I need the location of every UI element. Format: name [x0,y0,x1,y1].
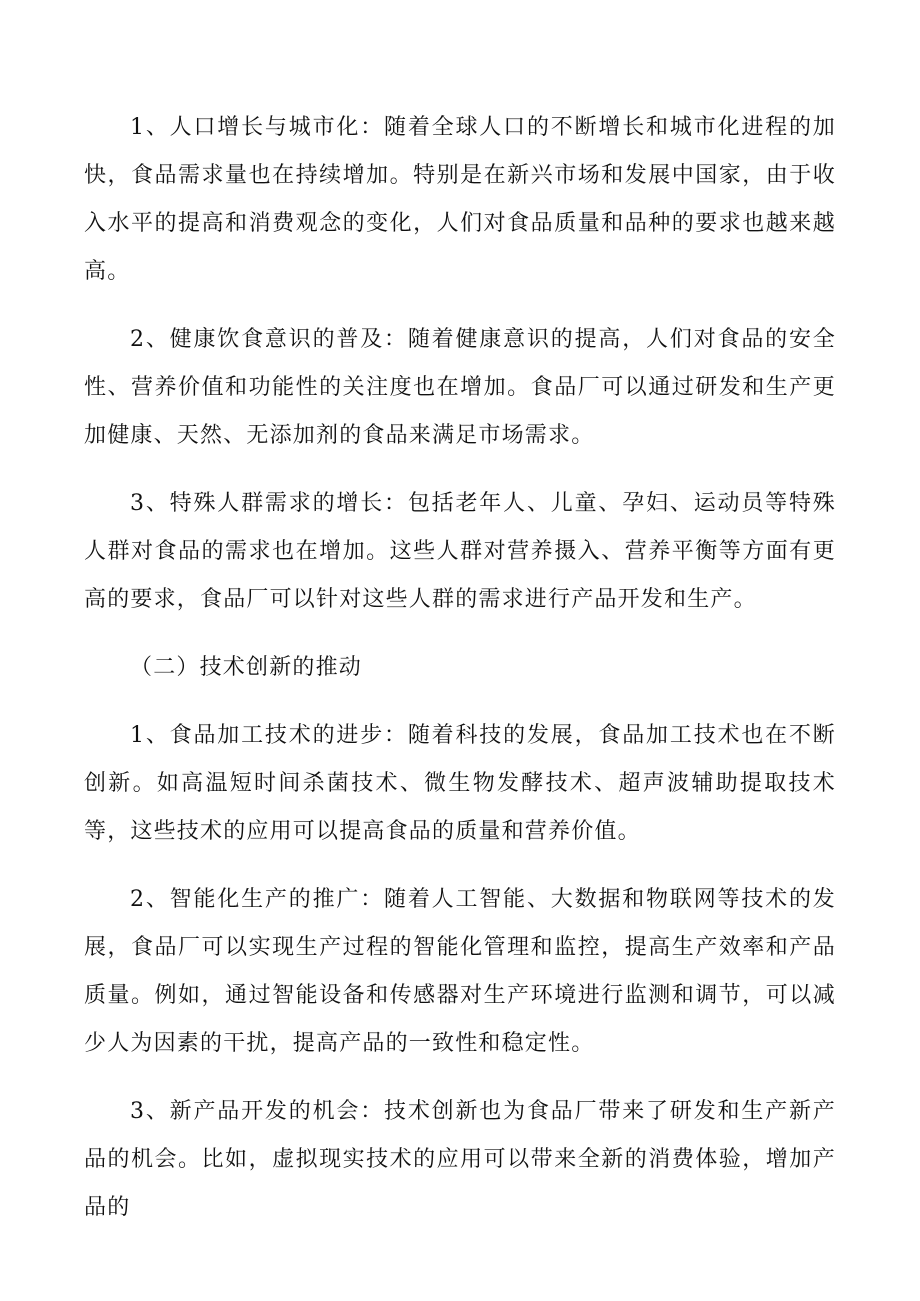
paragraph-special-groups: 3、特殊人群需求的增长：包括老年人、儿童、孕妇、运动员等特殊人群对食品的需求也在增加。这些人群对营养摄入、营养平衡等方面有更高的要求，食品厂可以针对这些人群的需求进行产品开发和生产。 [84,491,836,612]
paragraph-processing-tech: 1、食品加工技术的进步：随着科技的发展，食品加工技术也在不断创新。如高温短时间杀菌技术、微生物发酵技术、超声波辅助提取技术等，这些技术的应用可以提高食品的质量和营养价值。 [84,723,836,844]
paragraph-health-awareness: 2、健康饮食意识的普及：随着健康意识的提高，人们对食品的安全性、营养价值和功能性的关注度也在增加。食品厂可以通过研发和生产更加健康、天然、无添加剂的食品来满足市场需求。 [84,327,836,448]
paragraph-new-products: 3、新产品开发的机会：技术创新也为食品厂带来了研发和生产新产品的机会。比如，虚拟现实技术的应用可以带来全新的消费体验，增加产品的 [84,1099,836,1220]
paragraph-population-urbanization: 1、人口增长与城市化：随着全球人口的不断增长和城市化进程的加快，食品需求量也在持续增加。特别是在新兴市场和发展中国家，由于收入水平的提高和消费观念的变化，人们对食品质量和品种的要求也越来越高。 [84,115,836,284]
document-page [84,104,836,1252]
paragraph-smart-production: 2、智能化生产的推广：随着人工智能、大数据和物联网等技术的发展，食品厂可以实现生产过程的智能化管理和监控，提高生产效率和产品质量。例如，通过智能设备和传感器对生产环境进行监测和调节，可以减少人为因素的干扰，提高产品的一致性和稳定性。 [84,887,836,1056]
section-heading-tech-innovation: （二）技术创新的推动 [130,655,363,680]
